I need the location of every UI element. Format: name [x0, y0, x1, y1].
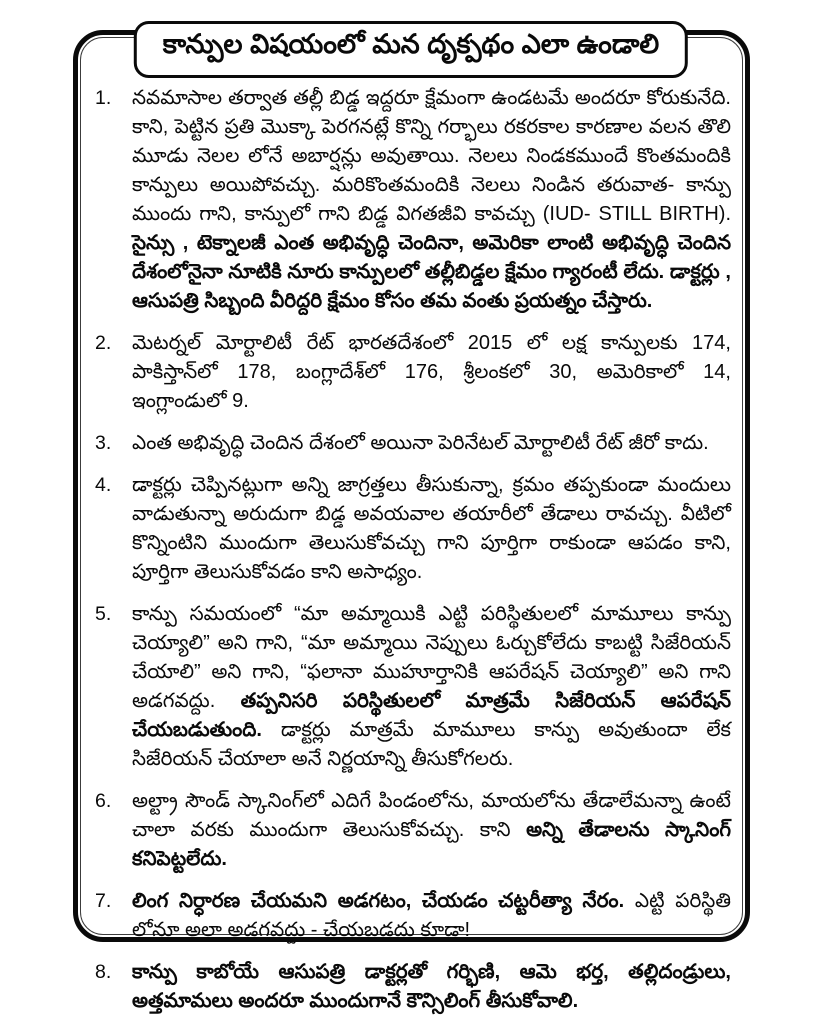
item-number: 8.	[95, 961, 112, 983]
list-item	[95, 787, 731, 874]
list-item	[95, 471, 731, 587]
item-number: 7.	[95, 890, 112, 912]
list-item	[95, 958, 731, 1016]
item-text-segment: ఎట్టి పరిస్థితి లోనూ అలా అడగవద్దు - చేయబడదు కూడా!	[132, 890, 731, 941]
item-text	[132, 84, 731, 316]
item-number: 2.	[95, 332, 112, 354]
page-title: కాన్పుల విషయంలో మన దృక్పథం ఎలా ఉండాలి	[162, 29, 660, 59]
item-text	[132, 329, 731, 416]
item-number: 4.	[95, 474, 112, 496]
item-text-segment: అల్ట్రా సౌండ్ స్కానింగ్‌లో ఎదిగే పిండంలోను, మాయలోను తేడాలేమన్నా ఉంటే చాలా వరకు ముందుగా తెలుసుకోవచ్చు. కాని	[132, 790, 731, 841]
item-text	[132, 471, 731, 587]
list-item	[95, 887, 731, 945]
item-text	[132, 958, 731, 1016]
item-text	[132, 600, 731, 774]
item-number: 1.	[95, 87, 112, 109]
list-item	[95, 84, 731, 316]
item-text-bold-segment: కాన్పు కాబోయే ఆసుపత్రి డాక్టర్లతో గర్భిణి, ఆమె భర్త, తల్లిదండ్రులు, అత్తమామలు అందరూ ముందుగానే కౌన్సిలింగ్ తీసుకోవాలి.	[132, 961, 731, 1012]
item-text-segment: డాక్టర్లు మాత్రమే మామూలు కాన్పు అవుతుందా లేక సిజేరియన్ చేయాలా అనే నిర్ణయాన్ని తీసుకోగలరు.	[132, 719, 731, 770]
list-item	[95, 600, 731, 774]
item-number: 3.	[95, 432, 112, 454]
item-text-bold-segment: తప్పనిసరి పరిస్థితులలో మాత్రమే సిజేరియన్ ఆపరేషన్ చేయబడుతుంది.	[132, 690, 731, 741]
list-item	[95, 429, 731, 458]
item-text-bold-segment: లింగ నిర్ధారణ చేయమని అడగటం, చేయడం చట్టరీత్యా నేరం.	[132, 890, 625, 912]
title-box	[134, 21, 688, 78]
item-text-segment: డాక్టర్లు చెప్పినట్లుగా అన్ని జాగ్రత్తలు తీసుకున్నా, క్రమం తప్పకుండా మందులు వాడుతున్నా అరుదుగా బిడ్డ అవయవాల తయారీలో తేడాలు రావచ్చు. వీటిలో కొన్నింటిని ముందుగా తెలుసుకోవచ్చు గాని పూర్తిగా రాకుండా ఆపడం కాని, పూర్తిగా తెలుసుకోవడం కాని అసాధ్యం.	[132, 474, 731, 583]
item-text-segment: కాన్పు సమయంలో “మా అమ్మాయికి ఎట్టి పరిస్థితులలో మామూలు కాన్పు చెయ్యాలి” అని గాని, “మా అమ్మాయి నెప్పులు ఓర్చుకోలేదు కాబట్టి సిజేరియన్ చేయాలి” అని గాని, “ఫలానా ముహూర్తానికి ఆపరేషన్ చెయ్యాలి” అని గాని అడగవద్దు.	[132, 603, 731, 712]
numbered-list	[95, 84, 731, 1029]
item-text	[132, 787, 731, 874]
item-text	[132, 887, 731, 945]
item-text-bold-segment: అన్ని తేడాలను స్కానింగ్ కనిపెట్టలేదు.	[132, 819, 731, 870]
list-item	[95, 329, 731, 416]
item-text-segment: మెటర్నల్ మోర్టాలిటీ రేట్ భారతదేశంలో 2015 లో లక్ష కాన్పులకు 174, పాకిస్తాన్‌లో 178, బంగ్లాదేశ్‌లో 176, శ్రీలంకలో 30, అమెరికాలో 14, ఇంగ్లాండులో 9.	[132, 332, 731, 412]
item-text	[132, 429, 731, 458]
item-text-segment: నవమాసాల తర్వాత తల్లీ బిడ్డ ఇద్దరూ క్షేమంగా ఉండటమే అందరూ కోరుకునేది. కాని, పెట్టిన ప్రతి మొక్కా పెరగనట్లే కొన్ని గర్భాలు రకరకాల కారణాల వలన తొలి మూడు నెలల లోనే అబార్షన్లు అవుతాయి. నెలలు నిండకముందే కొంతమందికి కాన్పులు అయిపోవచ్చు. మరికొంతమందికి నెలలు నిండిన తరువాత- కాన్పు ముందు గాని, కాన్పులో గాని బిడ్డ విగతజీవి కావచ్చు (IUD- STILL BIRTH).	[132, 87, 731, 225]
item-text-segment: ఎంత అభివృద్ధి చెందిన దేశంలో అయినా పెరినేటల్ మోర్టాలిటీ రేట్ జీరో కాదు.	[132, 432, 709, 454]
item-text-bold-segment: సైన్సు , టెక్నాలజీ ఎంత అభివృద్ధి చెందినా, అమెరికా లాంటి అభివృద్ధి చెందిన దేశంలోనైనా నూటికి నూరు కాన్పులలో తల్లీబిడ్డల క్షేమం గ్యారంటీ లేదు. డాక్టర్లు , ఆసుపత్రి సిబ్బంది వీరిద్దరి క్షేమం కోసం తమ వంతు ప్రయత్నం చేస్తారు.	[132, 232, 731, 312]
item-number: 5.	[95, 603, 112, 625]
item-number: 6.	[95, 790, 112, 812]
